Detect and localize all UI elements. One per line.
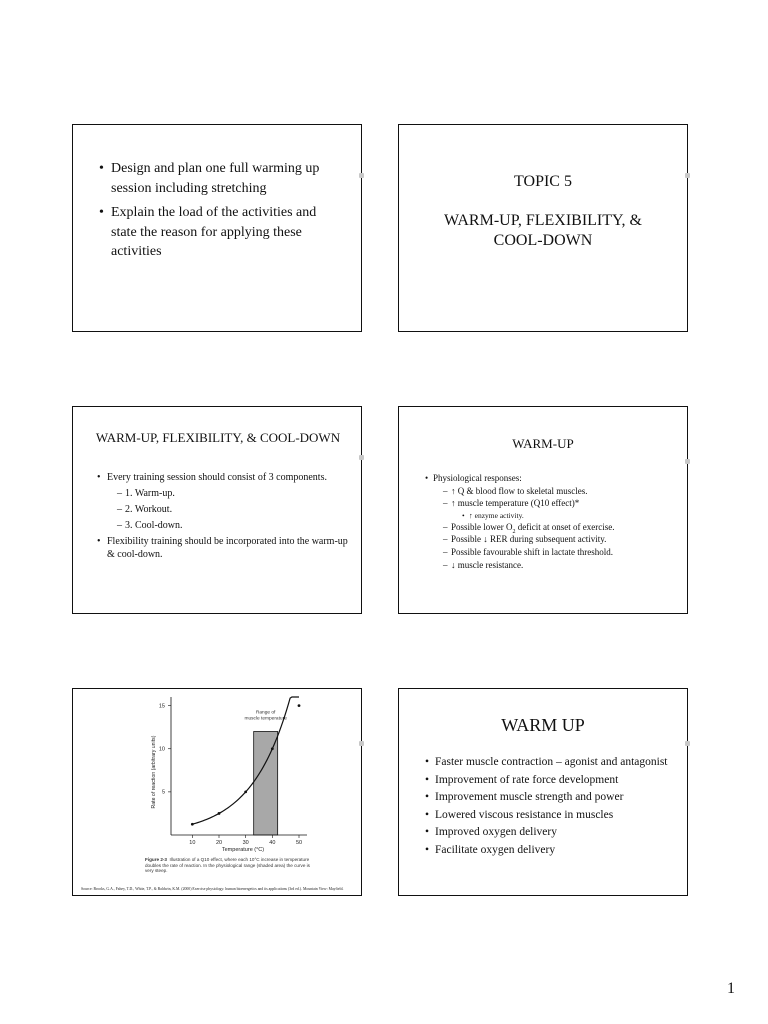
data-point [244, 790, 247, 793]
list-item: • Faster muscle contraction – agonist and antagonist [435, 755, 671, 770]
physiology-list [433, 472, 673, 571]
response-item: – ↑ muscle temperature (Q10 effect)* [443, 497, 673, 510]
slide-edge-marker [359, 173, 364, 178]
x-tick-label: 40 [269, 840, 276, 846]
objectives-list [101, 159, 341, 267]
benefits-list [435, 755, 671, 861]
x-tick-label: 10 [189, 840, 196, 846]
overview-list [107, 471, 351, 564]
slide-topic-title [398, 124, 688, 332]
response-item: – ↓ muscle resistance. [443, 559, 673, 572]
list-item: • Lowered viscous resistance in muscles [435, 808, 671, 823]
y-tick-label: 15 [158, 703, 165, 710]
slide-title: WARM UP [501, 715, 585, 735]
slide-q10-figure [72, 688, 362, 896]
component-item: – 1. Warm-up. [117, 487, 351, 500]
slide-edge-marker [685, 459, 690, 464]
list-item: • Explain the load of the activities and state the reason for applying these activities [101, 203, 341, 262]
shaded-range-label: Range of [255, 710, 276, 716]
list-item: • Facilitate oxygen delivery [435, 843, 671, 858]
component-item: – 2. Workout. [117, 503, 351, 516]
slide-edge-marker [359, 455, 364, 460]
response-item: – Possible favourable shift in lactate threshold. [443, 546, 673, 559]
slide-warmup-physiology [398, 406, 688, 614]
component-item: – 3. Cool-down. [117, 519, 351, 532]
slide-edge-marker [685, 741, 690, 746]
response-text: Possible lower O [451, 521, 513, 532]
x-tick-label: 50 [295, 840, 303, 846]
slide-title: WARM-UP [512, 436, 574, 451]
data-point [218, 812, 221, 815]
page-number: 1 [727, 980, 735, 997]
list-item: • Improvement of rate force development [435, 773, 671, 788]
response-text: deficit at onset of exercise. [515, 521, 615, 532]
y-tick-label: 10 [158, 746, 165, 753]
list-item: • Physiological responses: [433, 472, 673, 485]
data-point [298, 704, 301, 707]
x-tick-label: 30 [242, 840, 249, 846]
x-tick-label: 20 [215, 840, 223, 846]
x-axis-label: Temperature (°C) [221, 847, 265, 853]
slide-edge-marker [359, 741, 364, 746]
response-subitem: • ↑ enzyme activity. [462, 510, 673, 521]
shaded-range-label: muscle temperature [244, 716, 287, 722]
response-item: – ↑ Q & blood flow to skeletal muscles. [443, 485, 673, 498]
y-axis-label: Rate of reaction (arbitrary units) [151, 735, 157, 809]
topic-title-line2: COOL-DOWN [493, 232, 593, 249]
slide-overview [72, 406, 362, 614]
list-item: • Design and plan one full warming up session including stretching [101, 159, 341, 198]
subscript: 2 [512, 528, 516, 535]
list-item: • Improvement muscle strength and power [435, 790, 671, 805]
list-item: • Every training session should consist of 3 components. [107, 471, 351, 484]
slide-objectives [72, 124, 362, 332]
topic-title-line1: WARM-UP, FLEXIBILITY, & [444, 212, 642, 229]
list-item: • Improved oxygen delivery [435, 825, 671, 840]
slide-warmup-benefits [398, 688, 688, 896]
figure-caption [145, 857, 313, 874]
caption-text: Illustration of a Q10 effect, where each 10°C increase in temperature doubles the rate of reaction. In the physiological range (shaded area) the curve is very steep. [145, 857, 310, 874]
response-item: – Possible ↓ RER during subsequent activity. [443, 533, 673, 546]
slide-title: WARM-UP, FLEXIBILITY, & COOL-DOWN [95, 430, 341, 445]
topic-number: TOPIC 5 [514, 173, 572, 190]
data-point [191, 823, 194, 826]
list-item: • Flexibility training should be incorporated into the warm-up & cool-down. [107, 535, 351, 561]
figure-label: Figure 2-3 [145, 857, 167, 862]
figure-source: Source: Brooks, G.A., Fahey, T.D., White, T.P., & Baldwin, K.M. (2000) Exercise physiology: human bioenergetics and its applications (3rd ed.). Mountain View: Mayfield. [81, 887, 344, 891]
response-item [443, 521, 673, 534]
y-tick-label: 5 [161, 789, 165, 796]
shaded-range-rect [254, 732, 278, 836]
slide-edge-marker [685, 173, 690, 178]
data-point [271, 747, 274, 750]
